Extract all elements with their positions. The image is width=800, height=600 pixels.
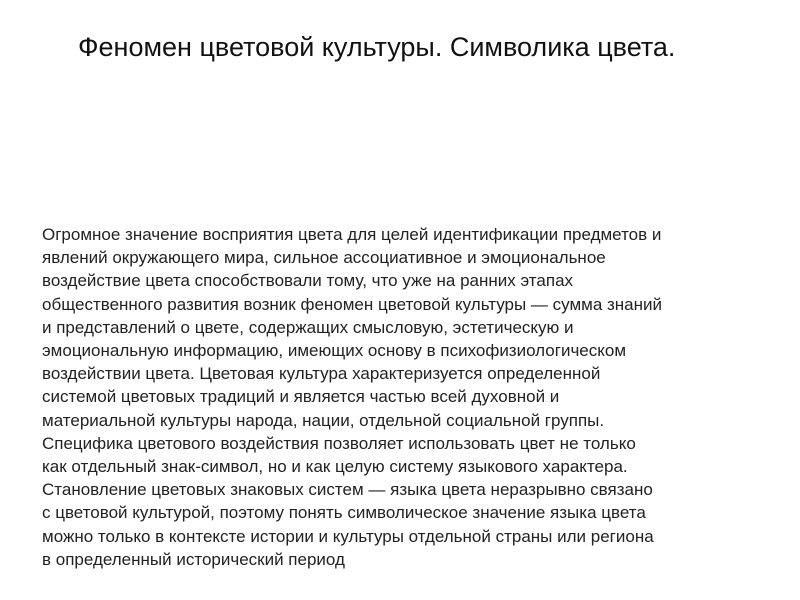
body-line: системой цветовых традиций и является частью всей духовной и	[42, 387, 560, 407]
body-paragraph	[42, 223, 772, 571]
body-line: явлений окружающего мира, сильное ассоциативное и эмоциональное	[42, 248, 606, 268]
body-line: Становление цветовых знаковых систем — языка цвета неразрывно связано	[42, 480, 653, 500]
body-line: воздействие цвета способствовали тому, что уже на ранних этапах	[42, 271, 574, 291]
body-line: Огромное значение восприятия цвета для целей идентификации предметов и	[42, 225, 662, 244]
body-line: с цветовой культурой, поэтому понять символическое значение языка цвета	[42, 503, 646, 523]
body-line: воздействии цвета. Цветовая культура характеризуется определенной	[42, 364, 601, 384]
body-line: можно только в контексте истории и культуры отдельной страны или региона	[42, 526, 654, 546]
body-line: материальной культуры народа, нации, отдельной социальной группы.	[42, 410, 605, 430]
body-line: общественного развития возник феномен цветовой культуры — сумма знаний	[42, 294, 663, 314]
body-line: и представлений о цвете, содержащих смысловую, эстетическую и	[42, 317, 574, 337]
body-line: как отдельный знак-символ, но и как целую систему языкового характера.	[42, 457, 628, 477]
body-line: Специфика цветового воздействия позволяет использовать цвет не только	[42, 433, 636, 453]
slide-title: Феномен цветовой культуры. Символика цвета.	[78, 32, 676, 62]
body-line: эмоциональную информацию, имеющих основу в психофизиологическом	[42, 341, 627, 361]
body-line: в определенный исторический период	[42, 549, 345, 569]
